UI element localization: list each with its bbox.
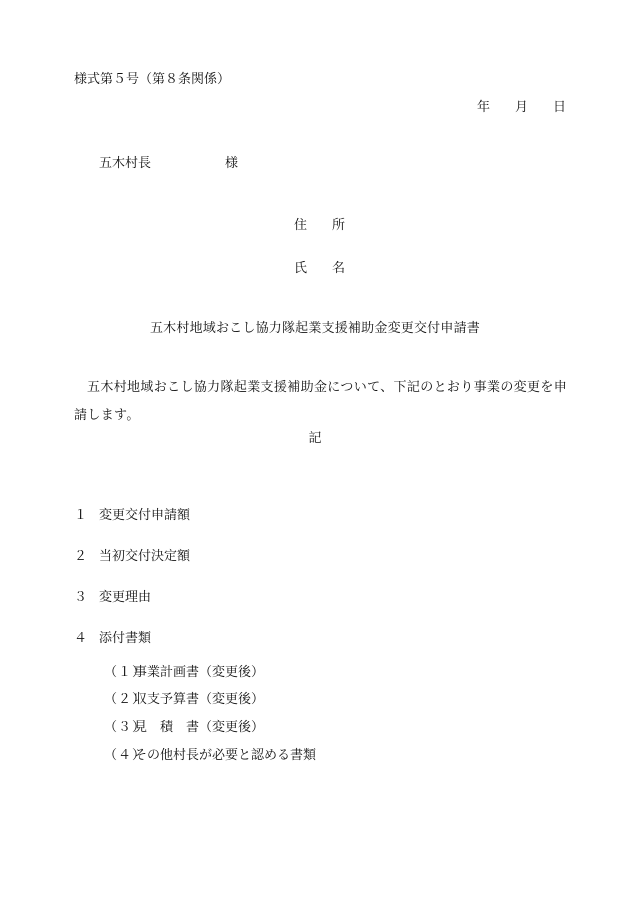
attachment-number: （１） — [104, 665, 147, 680]
attachment-item — [104, 666, 264, 679]
item-label: 当初交付決定額 — [99, 549, 191, 564]
addressee-honorific: 様 — [225, 156, 239, 171]
applicant-name-row — [294, 262, 345, 275]
date-line — [477, 101, 566, 114]
item-number: ２ — [74, 549, 88, 564]
document-title: 五木村地域おこし協力隊起業支援補助金変更交付申請書 — [149, 321, 480, 336]
attachment-item — [104, 693, 264, 706]
date-year-label: 年 — [477, 100, 491, 115]
attachment-item — [104, 749, 316, 762]
item-number: ４ — [74, 631, 88, 646]
list-item — [74, 509, 190, 522]
addressee — [99, 157, 238, 170]
attachment-label: 事業計画書（変更後） — [134, 665, 265, 680]
body-text: 五木村地域おこし協力隊起業支援補助金について、下記のとおり事業の変更を申請します。 — [74, 380, 568, 423]
address-label-1: 住 — [294, 218, 308, 233]
attachment-item — [104, 721, 264, 734]
addressee-name: 五木村長 — [99, 156, 152, 171]
attachment-number: （４） — [104, 748, 147, 763]
item-number: １ — [74, 508, 88, 523]
attachment-number: （２） — [104, 692, 147, 707]
attachment-label: 見 積 書（変更後） — [134, 720, 265, 735]
item-label: 変更交付申請額 — [99, 508, 191, 523]
name-label-2: 名 — [332, 261, 346, 276]
ki-heading: 記 — [308, 431, 322, 446]
applicant-address-row — [294, 219, 345, 232]
attachment-label: 収支予算書（変更後） — [134, 692, 265, 707]
address-label-2: 所 — [332, 218, 346, 233]
item-label: 変更理由 — [99, 590, 152, 605]
list-item — [74, 632, 151, 645]
name-label-1: 氏 — [294, 261, 308, 276]
attachment-number: （３） — [104, 720, 147, 735]
item-number: ３ — [74, 590, 88, 605]
item-label: 添付書類 — [99, 631, 152, 646]
attachment-label: その他村長が必要と認める書類 — [134, 748, 317, 763]
date-month-label: 月 — [515, 100, 529, 115]
date-day-label: 日 — [553, 100, 567, 115]
form-number: 様式第５号（第８条関係） — [74, 72, 231, 87]
list-item — [74, 550, 190, 563]
list-item — [74, 591, 151, 604]
